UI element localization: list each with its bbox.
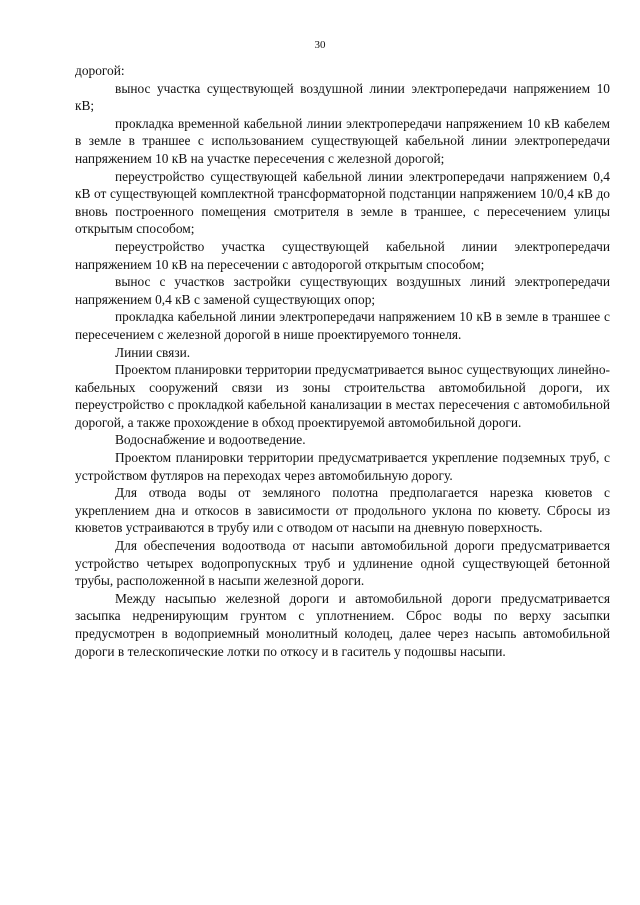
section-heading: Линии связи. <box>115 344 191 360</box>
paragraph: переустройство существующей кабельной линии электропередачи напряжением 0,4 кВ от существующей комплектной трансформаторной подстанции напряжением 10/0,4 кВ до вновь построенного помещения смотрителя в земле в траншее, с пересечением улицы открытым способом; <box>75 168 610 237</box>
paragraph: дорогой: <box>75 63 125 78</box>
paragraph: прокладка кабельной линии электропередачи напряжением 10 кВ в земле в траншее с пересечением с железной дорогой в нише проектируемого тоннеля. <box>75 309 610 342</box>
paragraph: прокладка временной кабельной линии электропередачи напряжением 10 кВ кабелем в земле в траншее с использованием существующей кабельной линии электропередачи напряжением 10 кВ на участке пересечения с железной дорогой; <box>75 115 610 166</box>
paragraph: Для отвода воды от земляного полотна предполагается нарезка кюветов с укреплением дна и откосов в зависимости от продольного уклона по кювету. Сбросы из кюветов устраиваются в трубу или с отводом от насыпи на дневную поверхность. <box>75 485 610 536</box>
paragraph: Проектом планировки территории предусматривается вынос существующих линейно-кабельных сооружений связи из зоны строительства автомобильной дороги, их переустройство с прокладкой кабельной канализации в местах пересечения с автомобильной дорогой, а также прохождение в обход проектируемой автомобильной дороги. <box>75 362 610 430</box>
paragraph: Для обеспечения водоотвода от насыпи автомобильной дороги предусматривается устройство четырех водопропускных труб и удлинение одной существующей бетонной трубы, расположенной в насыпи железной дороги. <box>75 538 610 589</box>
document-body <box>75 62 610 660</box>
paragraph: Проектом планировки территории предусматривается укрепление подземных труб, с устройством футляров на переходах через автомобильную дорогу. <box>75 450 610 483</box>
page-number: 30 <box>314 39 326 51</box>
section-heading: Водоснабжение и водоотведение. <box>115 432 306 448</box>
paragraph: Между насыпью железной дороги и автомобильной дороги предусматривается засыпка недренирующим грунтом с уплотнением. Сброс воды по верху засыпки предусмотрен в водоприемный монолитный колодец, далее через насыпь автомобильной дороги в телескопические лотки по откосу и в гаситель у подошвы насыпи. <box>75 590 610 659</box>
paragraph: вынос с участков застройки существующих воздушных линий электропередачи напряжением 0,4 кВ с заменой существующих опор; <box>75 274 610 307</box>
paragraph: переустройство участка существующей кабельной линии электропередачи напряжением 10 кВ на пересечении с автодорогой открытым способом; <box>75 238 610 272</box>
paragraph: вынос участка существующей воздушной линии электропередачи напряжением 10 кВ; <box>75 80 610 114</box>
